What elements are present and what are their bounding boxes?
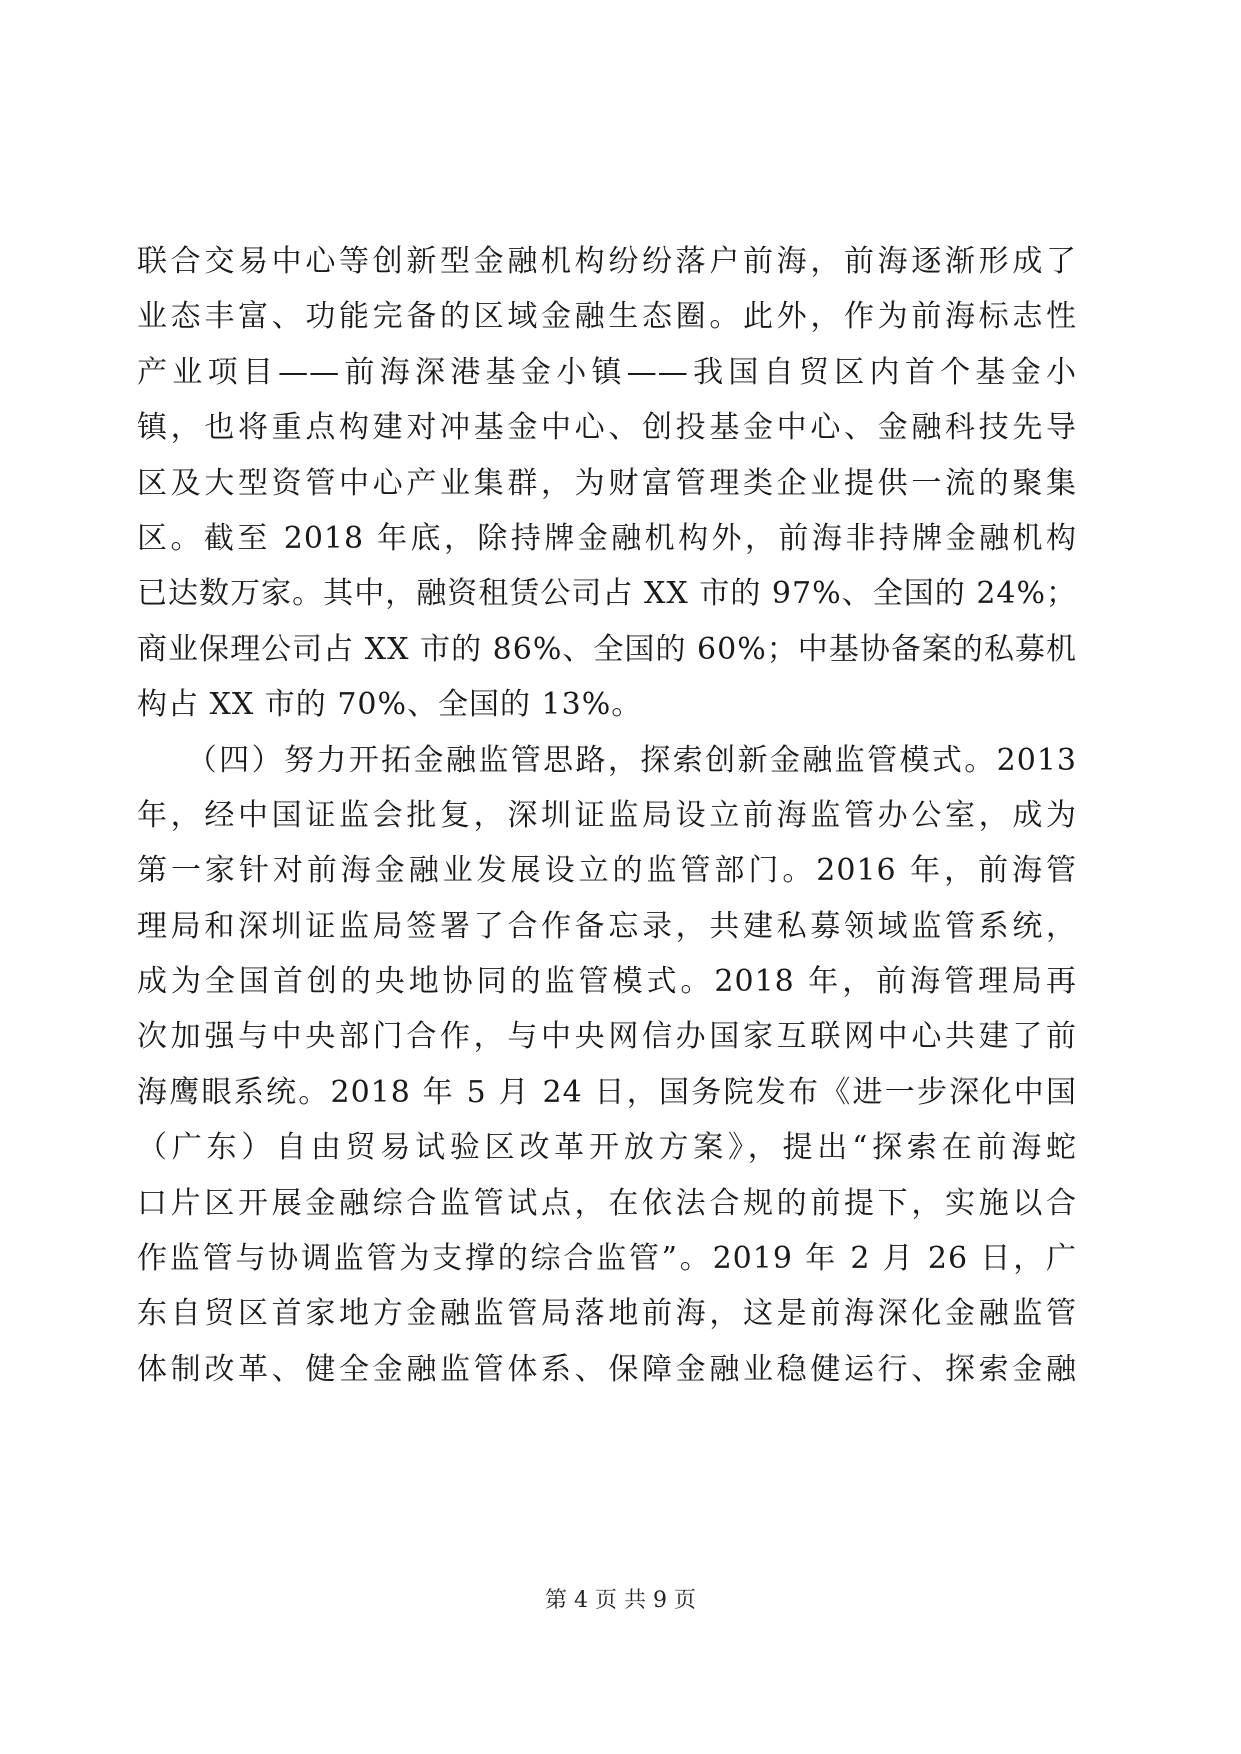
text-line: 成为全国首创的央地协同的监管模式。2018 年，前海管理局再 [137,964,1077,1000]
page-number: 第 4 页 共 9 页 [545,1588,696,1613]
text-line: 区。截至 2018 年底，除持牌金融机构外，前海非持牌金融机构 [137,520,1077,556]
text-line: 作监管与协调监管为支撑的综合监管”。2019 年 2 月 26 日，广 [137,1241,1077,1277]
text-line: 理局和深圳证监局签署了合作备忘录，共建私募领域监管系统， [137,908,1077,944]
text-line: 第一家针对前海金融业发展设立的监管部门。2016 年，前海管 [137,853,1077,889]
text-line: 年，经中国证监会批复，深圳证监局设立前海监管办公室，成为 [137,797,1077,833]
text-line: 商业保理公司占 XX 市的 86%、全国的 60%；中基协备案的私募机 [137,631,1077,667]
text-line: 海鹰眼系统。2018 年 5 月 24 日，国务院发布《进一步深化中国 [137,1074,1077,1110]
text-line: 口片区开展金融综合监管试点，在依法合规的前提下，实施以合 [137,1185,1077,1221]
text-line: 联合交易中心等创新型金融机构纷纷落户前海，前海逐渐形成了 [137,244,1077,279]
text-line: 业态丰富、功能完备的区域金融生态圈。此外，作为前海标志性 [137,299,1077,335]
text-line: 次加强与中央部门合作，与中央网信办国家互联网中心共建了前 [137,1019,1077,1055]
text-line: 区及大型资管中心产业集群，为财富管理类企业提供一流的聚集 [137,465,1077,501]
text-line: 镇，也将重点构建对冲基金中心、创投基金中心、金融科技先导 [137,410,1077,446]
body-text [137,234,1077,1397]
text-line: 东自贸区首家地方金融监管局落地前海，这是前海深化金融监管 [137,1296,1077,1332]
text-line: （广东）自由贸易试验区改革开放方案》，提出“探索在前海蛇 [137,1130,1077,1166]
text-line: 体制改革、健全金融监管体系、保障金融业稳健运行、探索金融 [137,1351,1077,1387]
text-line: 产业项目——前海深港基金小镇——我国自贸区内首个基金小 [137,354,1077,390]
text-line: 构占 XX 市的 70%、全国的 13%。 [137,687,643,723]
text-line: （四）努力开拓金融监管思路，探索创新金融监管模式。2013 [137,742,1077,778]
page-footer [0,1587,1241,1615]
text-line: 已达数万家。其中，融资租赁公司占 XX 市的 97%、全国的 24%； [137,576,1077,612]
